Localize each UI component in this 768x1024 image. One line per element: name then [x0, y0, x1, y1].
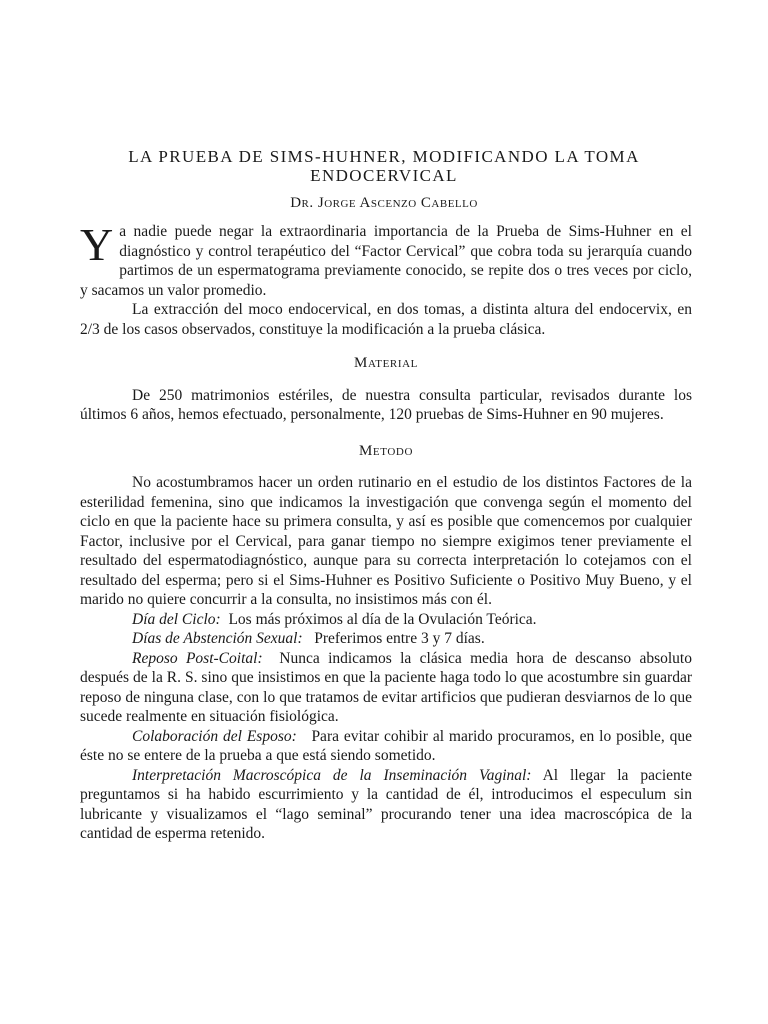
material-paragraph: De 250 matrimonios estériles, de nuestra consulta particular, revisados durante los últimos 6 años, hemos efectuado, personalmente, 120 pruebas de Sims-Huhner en 90 mujeres. [80, 386, 692, 423]
author-name: Dr. Jorge Ascenzo Cabello [290, 195, 478, 211]
item-label: Días de Abstención Sexual: [132, 630, 303, 647]
section-heading-material: Material [354, 355, 418, 371]
item-text: Los más próximos al día de la Ovulación Teórica. [228, 610, 537, 628]
metodo-paragraph: No acostumbramos hacer un orden rutinario en el estudio de los distintos Factores de la esterilidad femenina, sino que indicamos la investigación que convenga según el momento del ciclo en que la paciente hace su primera consulta, y así es posible que comencemos por cualquier Factor, inclusive por el Cervical, para ganar tiempo no siempre exigimos tener previamente el resultado del espermatodiagnóstico, aunque para su correcta interpretación lo cotejamos con el resultado del esperma; pero si el Sims-Huhner es Positivo Suficiente o Positivo Muy Bueno, y el marido no quiere concurrir a la consulta, no insistimos más con él. [80, 474, 692, 608]
author-line [80, 195, 688, 212]
intro-text-1: a nadie puede negar la extraordinaria importancia de la Prueba de Sims-Huhner en el diagnóstico y control terapéutico del “Factor Cervical” que cobra toda su jerarquía cuando partimos de un espermatograma previamente conocido, se repite dos o tres veces por ciclo, y sacamos un valor promedio. [80, 223, 692, 299]
title-line-2: ENDOCERVICAL [310, 166, 458, 185]
item-label: Reposo Post-Coital: [132, 649, 263, 667]
metodo-item-interpretacion [80, 766, 692, 844]
item-text: Preferimos entre 3 y 7 días. [314, 630, 485, 647]
item-text: Al llegar la paciente preguntamos si ha habido escurrimiento y la cantidad de él, introducimos el especulum sin lubricante y visualizamos el “lago seminal” procurando tener una idea macroscópica de la cantidad de esperma retenido. [80, 766, 692, 842]
intro-paragraph-1 [80, 219, 692, 300]
metodo-item-colaboracion [80, 727, 692, 766]
item-label: Interpretación Macroscópica de la Inseminación Vaginal: [132, 766, 532, 784]
title-line-1: LA PRUEBA DE SIMS-HUHNER, MODIFICANDO LA TOMA [128, 147, 640, 166]
section-heading-metodo: Metodo [358, 442, 413, 459]
metodo-item-dia-ciclo [80, 610, 692, 630]
item-text: Para evitar cohibir al marido procuramos, en lo posible, que éste no se entere de la prueba a que está siendo sometido. [80, 727, 692, 764]
intro-paragraph-2: La extracción del moco endocervical, en dos tomas, a distinta altura del endocervix, en 2/3 de los casos observados, constituye la modificación a la prueba clásica. [80, 301, 692, 338]
drop-cap: Y [80, 219, 114, 270]
item-label: Día del Ciclo: [132, 610, 221, 628]
item-label: Colaboración del Esposo: [132, 727, 297, 745]
article-body [80, 211, 692, 844]
article-title [80, 147, 688, 185]
item-text: Nunca indicamos la clásica media hora de descanso absoluto después de la R. S. sino que insistimos en que la paciente haga todo lo que acostumbre sin guardar reposo de ninguna clase, con lo que tratamos de evitar artificios que pudieran desviarnos de lo que sucede realmente en situación fisiológica. [80, 649, 692, 725]
metodo-item-reposo [80, 649, 692, 727]
metodo-item-abstencion [80, 629, 692, 649]
